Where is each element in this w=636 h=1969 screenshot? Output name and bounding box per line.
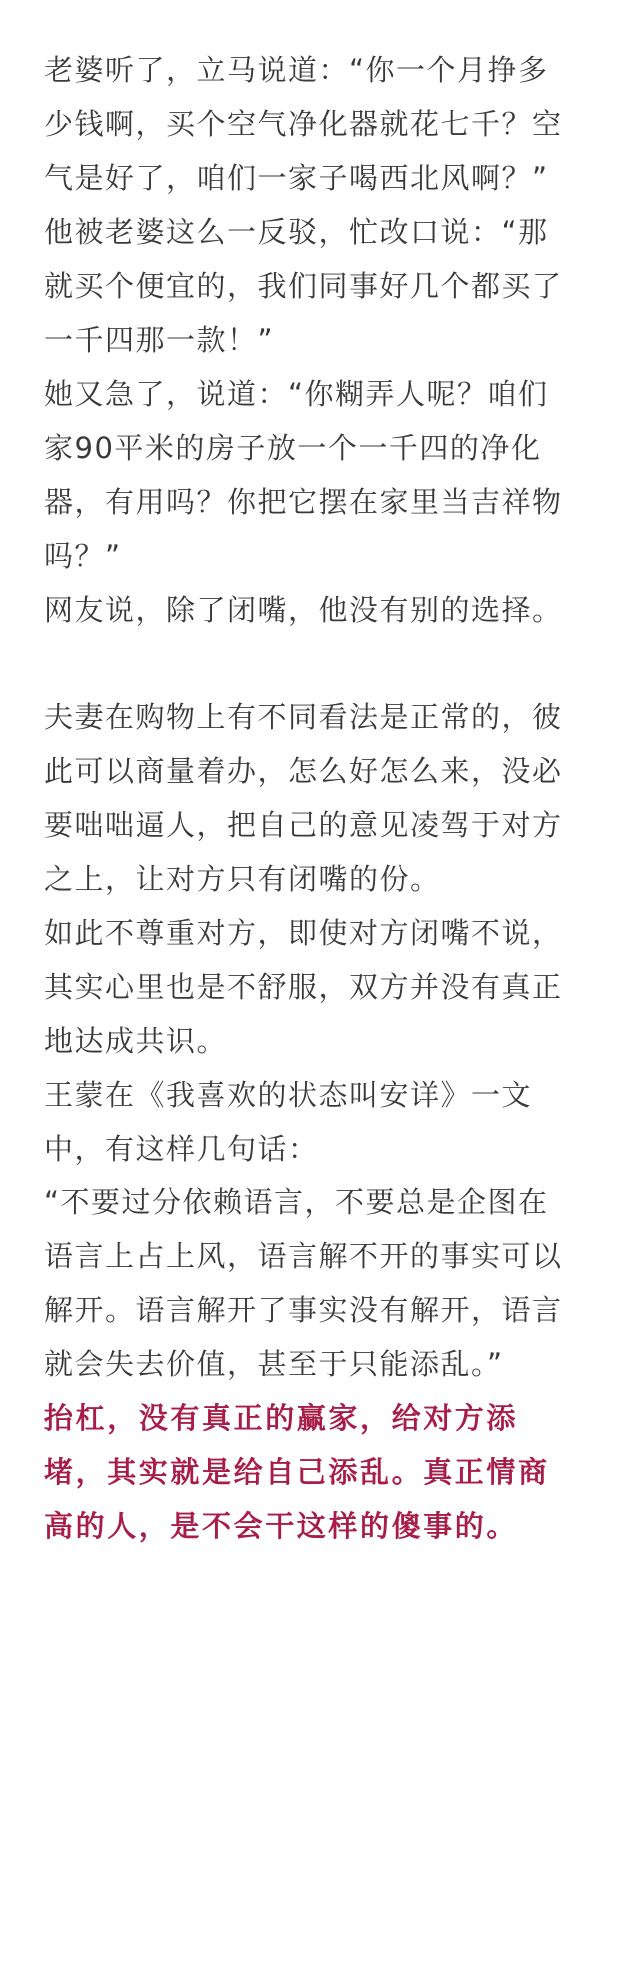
text-line: 中，有这样几句话： (44, 1132, 319, 1166)
text-line: 地达成共识。 (44, 1024, 228, 1058)
text-line: 王蒙在《我喜欢的状态叫安详》一文 (44, 1078, 533, 1112)
paragraph-quote (44, 1175, 594, 1391)
text-line: 语言上占上风，语言解不开的事实可以 (44, 1239, 563, 1273)
text-line: 她又急了，说道：“你糊弄人呢？咱们 (44, 377, 549, 411)
text-line: 家90平米的房子放一个一千四的净化 (44, 431, 542, 465)
paragraph-couple-shopping (44, 690, 594, 906)
text-line: 其实心里也是不舒服，双方并没有真正 (44, 970, 563, 1004)
text-line: 少钱啊，买个空气净化器就花七千？空 (44, 107, 563, 141)
text-line: 一千四那一款！” (44, 323, 275, 357)
text-line: 吗？” (44, 539, 122, 573)
paragraph-netizen (44, 583, 594, 637)
text-line: 他被老婆这么一反驳，忙改口说：“那 (44, 215, 549, 249)
text-line: 就买个便宜的，我们同事好几个都买了 (44, 269, 563, 303)
paragraph-wang-meng (44, 1068, 594, 1176)
text-line: 就会失去价值，甚至于只能添乱。” (44, 1347, 504, 1381)
paragraph-husband-reply (44, 205, 594, 367)
text-line: 之上，让对方只有闭嘴的份。 (44, 862, 441, 896)
paragraph-conclusion-emphasis (44, 1391, 594, 1553)
text-line: 如此不尊重对方，即使对方闭嘴不说， (44, 916, 563, 950)
paragraph-wife-again (44, 367, 594, 583)
paragraph-respect (44, 906, 594, 1068)
text-line: 器，有用吗？你把它摆在家里当吉祥物 (44, 485, 563, 519)
text-line: 夫妻在购物上有不同看法是正常的，彼 (44, 700, 563, 734)
text-line: 解开。语言解开了事实没有解开，语言 (44, 1293, 563, 1327)
text-line: 老婆听了，立马说道：“你一个月挣多 (44, 53, 549, 87)
text-line: “不要过分依赖语言，不要总是企图在 (44, 1185, 549, 1219)
text-line: 此可以商量着办，怎么好怎么来，没必 (44, 754, 563, 788)
text-line: 抬杠，没有真正的赢家，给对方添 (44, 1401, 519, 1435)
text-line: 要咄咄逼人，把自己的意见凌驾于对方 (44, 808, 563, 842)
text-line: 堵，其实就是给自己添乱。真正情商 (44, 1455, 550, 1489)
text-line: 网友说，除了闭嘴，他没有别的选择。 (44, 593, 563, 627)
text-line: 高的人，是不会干这样的傻事的。 (44, 1509, 519, 1543)
paragraph-wife-reply (44, 43, 594, 205)
text-line: 气是好了，咱们一家子喝西北风啊？” (44, 161, 549, 195)
